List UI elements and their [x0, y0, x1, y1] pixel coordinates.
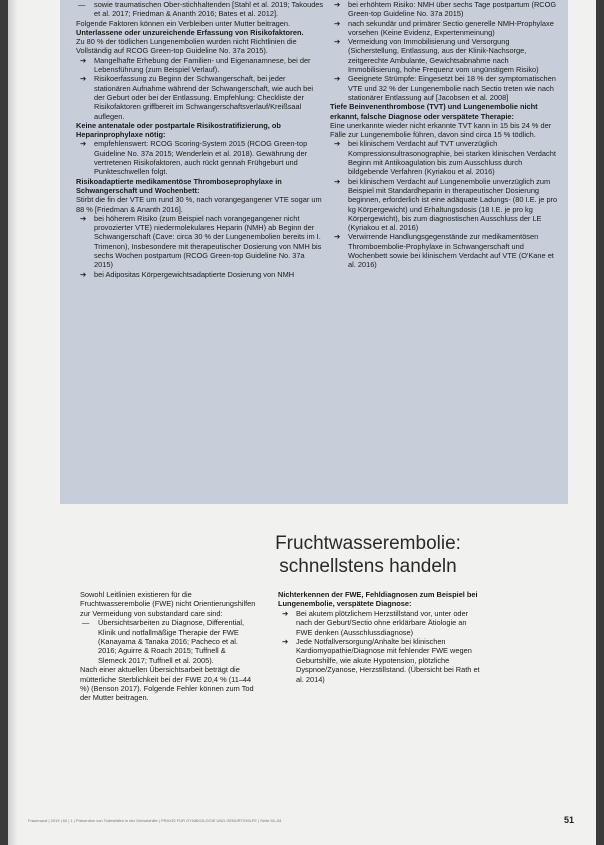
dash-icon: —: [82, 618, 90, 628]
info-box-right-column: [330, 0, 562, 270]
arrow-right-icon: ➔: [334, 37, 341, 47]
paragraph: Sowohl Leitlinien existieren für die Fruchtwasserembolie (FWE) nicht Orientierungshilfen zur Vermeidung von substandard care sind:: [80, 590, 256, 618]
arrow-right-icon: ➔: [334, 232, 341, 242]
paragraph: Zu 80 % der tödlichen Lungenembolien wurden nicht Richtlinien die Vollständig auf RCOG Green-top Guideline No. 37a 2015).: [76, 37, 297, 56]
lower-right-column: [278, 590, 482, 684]
arrow-right-icon: ➔: [282, 637, 289, 647]
list-item: ➔ Risikoerfassung zu Beginn der Schwangerschaft, bei jeder stationären Aufnahme während der Schwangerschaft, wie auch bei der Geburt oder bei der Entlassung. Empfehlung: Checkliste der Risikofaktoren griffbereit im Schwangerschaftsverlauf/Kreißsaal auflegen.: [80, 74, 313, 121]
arrow-right-icon: ➔: [80, 74, 87, 84]
subheading: Keine antenatale oder postpartale Risikostratifizierung, ob Heparinprophylaxe nötig:: [76, 120, 281, 140]
subheading: Tiefe Beinvenenthrombose (TVT) und Lungenembolie nicht erkannt, falsche Diagnose oder verspätete Therapie:: [330, 102, 538, 121]
subheading: Risikoadaptierte medikamentöse Thromboseprophylaxe in Schwangerschaft und Wochenbett:: [76, 176, 282, 195]
arrow-right-icon: ➔: [80, 139, 87, 149]
arrow-right-icon: ➔: [80, 55, 87, 65]
paragraph: Stirbt die fin der VTE um rund 30 %, nach vorangegangener VTE sogar um 88 % [Friedman & Ananth 2016].: [76, 195, 322, 214]
arrow-right-icon: ➔: [80, 213, 87, 223]
dash-icon: —: [78, 0, 86, 9]
arrow-right-icon: ➔: [334, 18, 341, 28]
subheading: Nichterkennen der FWE, Fehldiagnosen zum Beispiel bei Lungenembolie, verspätete Diagnose:: [278, 590, 478, 609]
paragraph: Folgende Faktoren können ein Verbleiben unter Mutter beitragen.: [76, 18, 291, 28]
list-item: ➔ bei klinischem Verdacht auf Lungenembolie unverzüglich zum Beispiel mit Standardheparin in therapeutischer Dosierung beginnen, erforderlich ist eine adäquate Ladungs- (80 I.E. je pro kg Körpergewicht) und Erhaltungsdosis (18 I.E. je pro kg Körpergewicht), bis zum diagnostischen Ausschluss der LE (Kyriakou et al. 2016): [334, 176, 558, 233]
arrow-right-icon: ➔: [334, 0, 341, 9]
paragraph: Nach einer aktuellen Übersichtsarbeit beträgt die mütterliche Sterblichkeit bei der FWE 20,4 % (11–44 %) (Benson 2017). Folgende Fehler können zum Tod der Mutter beitragen.: [80, 665, 254, 703]
list-item: ➔ bei klinischem Verdacht auf TVT unverzüglich Kompressionsultrasonographie, bei starken klinischen Verdacht Beginn mit Antikoagulation bis zum Ausschluss durch bildgebende Verfahren (Kyriakou et al. 2016): [334, 139, 556, 177]
info-box-left-column: [76, 0, 324, 279]
arrow-right-icon: ➔: [80, 269, 87, 279]
list-item: ➔ bei höherem Risiko (zum Beispiel nach vorangegangener nicht provozierter VTE) niedermolekulares Heparin (NMH) ab Beginn der Schwangerschaft (Cave: circa 30 % der Lungenembolien bereits im I. Trimenon), Insbesondere mit therapeutischer Dosierung von NMH bis sechs Wochen postpartum (RCOG Green-top Guideline No. 37a 2015): [80, 213, 322, 270]
list-item: ➔ bei Adipositas Körpergewichtsadaptierte Dosierung von NMH: [80, 269, 295, 279]
list-item: ➔ bei erhöhtem Risiko: NMH über sechs Tage postpartum (RCOG Green-top Guideline No. 37a 2015): [334, 0, 557, 19]
page-number: 51: [564, 815, 575, 825]
page: [8, 0, 596, 845]
list-item: ➔ Vermeidung von Immobilisierung und Versorgung (Sicherstellung, Entlassung, aus der Klinik-Nachsorge, zeitgerechte Ambulante, Gewichtsabnahme nach Immobilisierung, hohe Frequenz vom ungünstigem Risiko): [334, 37, 539, 75]
list-item: ➔ nach sekundär und primärer Sectio generelle NMH-Prophylaxe vorsehen (Keine Evidenz, Expertenmeinung): [334, 18, 554, 37]
lower-left-column: [80, 590, 256, 703]
list-item: — Übersichtsarbeiten zu Diagnose, Differential, Klinik und notfallmäßige Therapie der FWE (Kanayama & Tanaka 2016; Pacheco et al. 2016; Aguirre & Roach 2015; Tuffnell & Slemeck 2017; Tuffnell et al. 2005).: [82, 618, 245, 665]
paragraph: Eine unerkannte wieder nicht erkannte TVT kann in 15 bis 24 % der Fälle zur Lungenembolie führen, davon sind circa 15 % tödlich.: [330, 120, 552, 140]
list-item: — sowie traumatischen Ober-stichhaltenden [Stahl et al. 2019; Takoudes et al. 2017; Friedman & Ananth 2016; Bates et al. 2012].: [78, 0, 324, 19]
list-item: ➔ Jede Notfallversorgung/Anhalte bei klinischen Kardiomyopathie/Diagnose mit fehlender FWE wegen Geburtshilfe, wie akute Hypotension, plötzliche Dyspnoe/Zyanose, Herzstillstand. (Übersicht bei Rath et al. 2014): [282, 637, 480, 684]
subheading: Unterlassene oder unzureichende Erfassung von Risikofaktoren.: [76, 27, 304, 37]
list-item: ➔ Geeignete Strümpfe: Eingesetzt bei 18 % der symptomatischen VTE und 32 % der Lungenembolie nach Sectio treten wie nach stationärer Entlassung auf [Jacobsen et al. 2008]: [334, 74, 556, 102]
arrow-right-icon: ➔: [334, 176, 341, 186]
arrow-right-icon: ➔: [334, 74, 341, 84]
list-item: ➔ Bei akutem plötzlichem Herzstillstand vor, unter oder nach der Geburt/Sectio ohne erklärbare Ätiologie an FWE denken (Ausschlussdiagnose): [282, 608, 469, 637]
list-item: ➔ Mangelhafte Erhebung der Familien- und Eigenanamnese, bei der Lebensführung (zum Beispiel Verlauf).: [80, 55, 311, 75]
section-title-line-1: Fruchtwasserembolie:: [275, 533, 461, 554]
arrow-right-icon: ➔: [282, 608, 289, 618]
page-shadow: [8, 0, 18, 845]
list-item: ➔ Verwirrende Handlungsgegenstände zur medikamentösen Thromboembolie-Prophylaxe in Schwangerschaft und Wochenbett sowie bei klinischem Verdacht auf VTE (O'Kane et al. 2016): [334, 232, 554, 270]
section-title: [238, 532, 498, 578]
list-item: ➔ empfehlenswert: RCOG Scoring-System 2015 (RCOG Green-top Guideline No. 37a 2015; Wenderlein et al. 2018). Gewährung der vertretenen Risikofaktoren, auch rückt gennah Frühgeburt und Punkteschwellen folgt.: [80, 139, 308, 177]
section-title-line-2: schnellstens handeln: [279, 556, 457, 577]
arrow-right-icon: ➔: [334, 139, 341, 149]
page-footer: Frauenarzt | 2019 | 60 | 1 | Prävention von Todesfällen in der Geburtshilfe | PRAXIS FÜR GYNÄKOLOGIE UND GEBURTSHILFE | Seite 50–54: [28, 818, 282, 823]
